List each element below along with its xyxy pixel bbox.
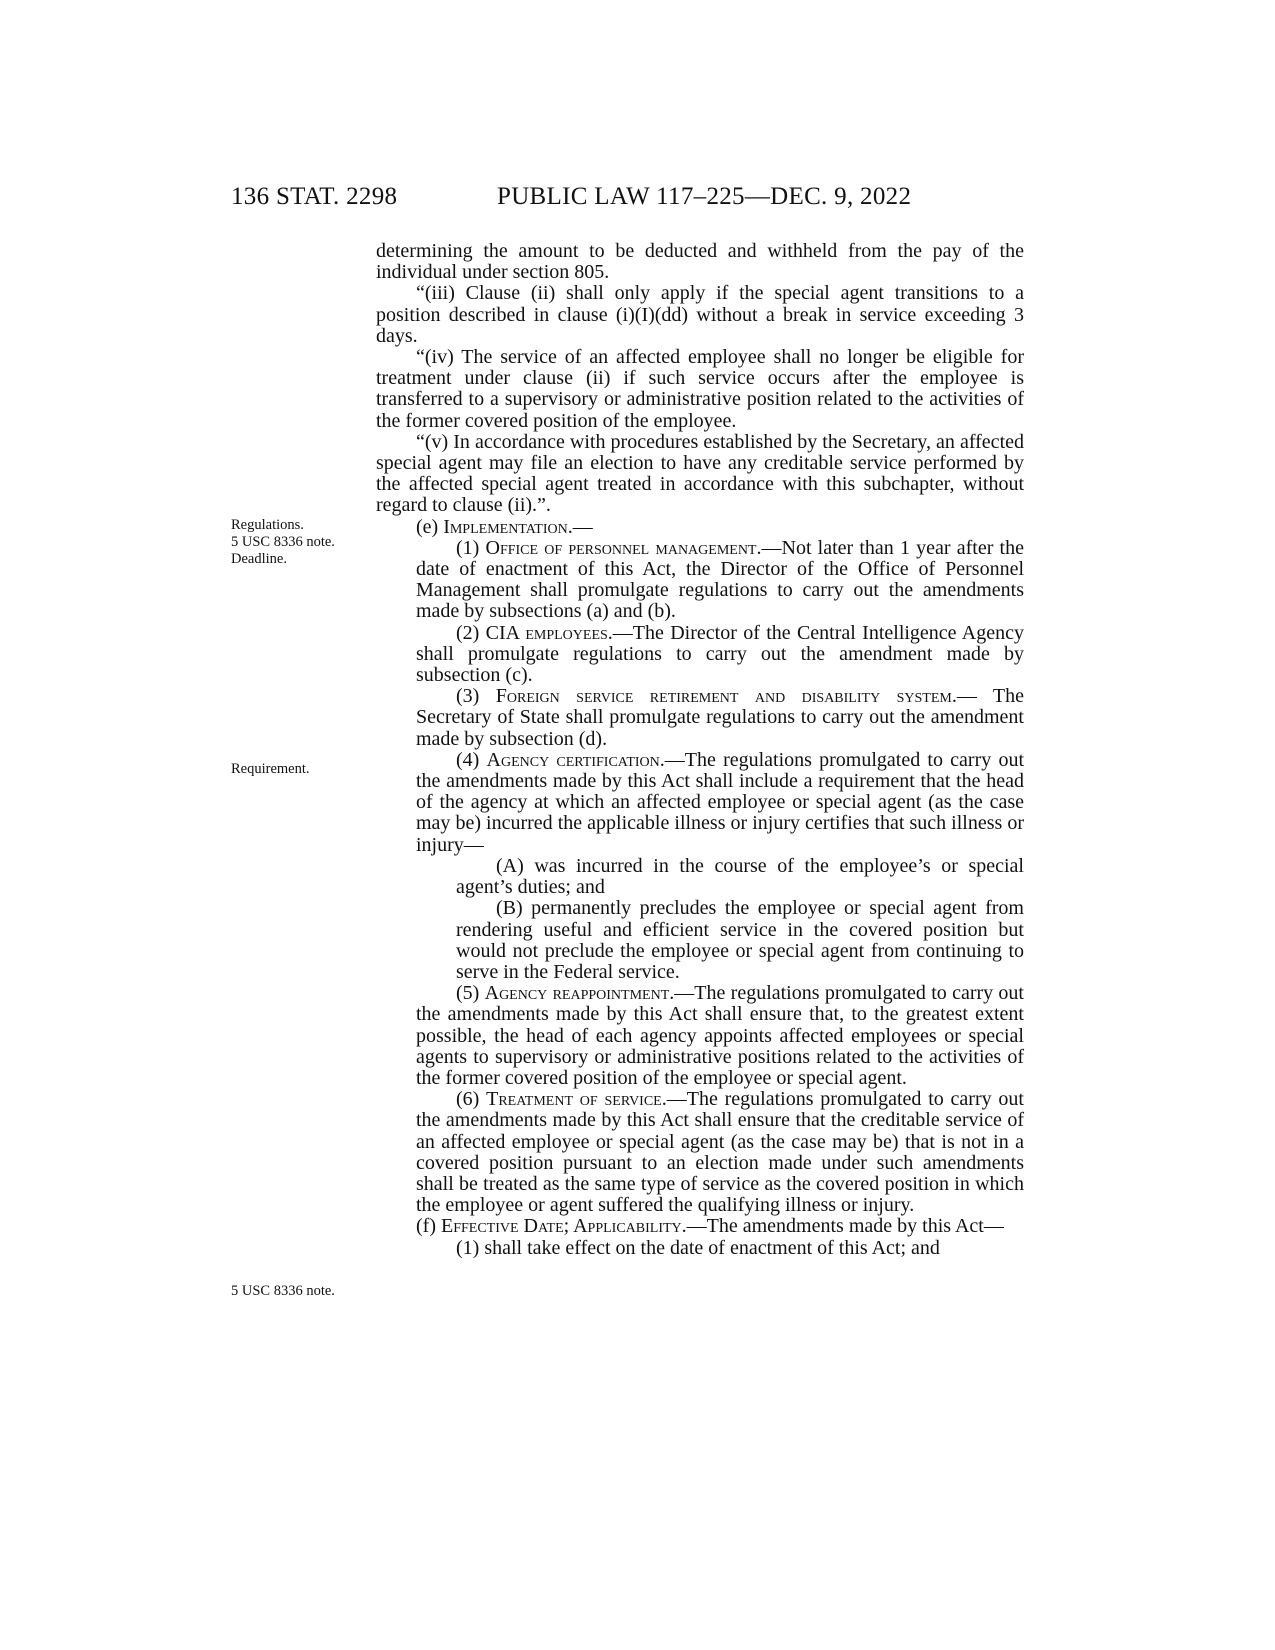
paragraph-f1: (1) shall take effect on the date of enactment of this Act; and xyxy=(456,1236,940,1259)
paragraph-e3-label: (3) xyxy=(456,685,496,708)
paragraph-e3-text: .— The Secretary of State shall promulgate regulations to carry out the amendment made by subsection (d). xyxy=(416,685,1024,750)
subsection-f-text: .—The amendments made by this Act— xyxy=(681,1215,1004,1238)
paragraph-e6-treatment xyxy=(376,1089,1024,1216)
statute-body xyxy=(376,241,1024,1259)
paragraph-e3-heading: Foreign service retirement and disability system xyxy=(495,685,952,708)
paragraph-e4-label: (4) xyxy=(456,748,487,771)
subsection-f-effective-date xyxy=(376,1216,1024,1237)
paragraph-e1-heading: Office of personnel management xyxy=(485,536,757,559)
paragraph-e5-heading: Agency reappointment xyxy=(484,982,670,1005)
paragraph-continuation: determining the amount to be deducted and withheld from the pay of the individual under section 805. xyxy=(376,240,1024,284)
paragraph-e2-label: (2) CIA xyxy=(456,621,526,644)
subparagraph-e4-a: (A) was incurred in the course of the employee’s or special agent’s duties; and xyxy=(456,854,1024,899)
paragraph-e1-text: .—Not later than 1 year after the date of enactment of this Act, the Director of the Office of Personnel Management shall promulgate regulations to carry out the amendments made by subsections (a) and (b). xyxy=(416,536,1024,623)
subparagraph-e4-b: (B) permanently precludes the employee or special agent from rendering useful and efficient service in the covered position but would not preclude the employee or special agent from continuing to serve in the Federal service. xyxy=(456,897,1024,983)
clause-v: “(v) In accordance with procedures established by the Secretary, an affected special agent may file an election to have any creditable service performed by the affected special agent treated in accordance with this subchapter, without regard to clause (ii).”. xyxy=(376,430,1024,517)
subsection-e-label: (e) xyxy=(416,515,444,538)
paragraph-e6-label: (6) xyxy=(456,1088,487,1111)
subsection-e-heading: Implementation xyxy=(443,515,568,538)
subsection-e-dash: .— xyxy=(567,515,593,538)
subsection-e-implementation xyxy=(376,517,1024,538)
margin-note-regulations: Regulations. xyxy=(231,517,304,533)
paragraph-e6-heading: Treatment of service xyxy=(486,1088,662,1111)
paragraph-e2-text: .—The Director of the Central Intelligence Agency shall promulgate regulations to carry out the amendment made by subsection (c). xyxy=(416,621,1024,687)
paragraph-e2-heading: employees xyxy=(525,621,608,644)
paragraph-e1-label: (1) xyxy=(456,536,486,559)
paragraph-e1-opm xyxy=(376,538,1024,623)
paragraph-e5-reappointment xyxy=(376,983,1024,1089)
clause-iii: “(iii) Clause (ii) shall only apply if the special agent transitions to a position described in clause (i)(I)(dd) without a break in service exceeding 3 days. xyxy=(376,282,1024,347)
subsection-f-heading: Effective Date; Applicability xyxy=(440,1215,682,1238)
margin-note-implementation xyxy=(231,517,371,568)
paragraph-e3-foreign-service xyxy=(376,686,1024,750)
public-law-header: PUBLIC LAW 117–225—DEC. 9, 2022 xyxy=(497,183,912,210)
paragraph-e4-certification xyxy=(376,750,1024,856)
margin-note-effective-date: 5 USC 8336 note. xyxy=(231,1283,335,1299)
margin-note-usc: 5 USC 8336 note. xyxy=(231,534,335,550)
paragraph-e5-text: .—The regulations promulgated to carry out the amendments made by this Act shall ensure that, to the greatest extent possible, the head of each agency appoints affected employees or special agents to supervisory or administrative positions related to the activities of the former covered position of the employee or special agent. xyxy=(416,982,1024,1089)
margin-note-requirement: Requirement. xyxy=(231,761,310,777)
subsection-f-label: (f) xyxy=(416,1215,441,1238)
margin-note-deadline: Deadline. xyxy=(231,551,287,567)
paragraph-e4-heading: Agency certification xyxy=(486,748,660,771)
paragraph-e5-label: (5) xyxy=(456,982,485,1005)
statute-page-number: 136 STAT. 2298 xyxy=(231,183,398,210)
paragraph-e6-text: .—The regulations promulgated to carry out the amendments made by this Act shall ensure that the creditable service of an affected employee or special agent (as the case may be) that is not in a covered position pursuant to an election made under such amendments shall be treated as the same type of service as the covered position in which the employee or agent suffered the qualifying illness or injury. xyxy=(416,1088,1024,1217)
paragraph-e4-text: .—The regulations promulgated to carry out the amendments made by this Act shall include a requirement that the head of the agency at which an affected employee or special agent (as the case may be) incurred the applicable illness or injury certifies that such illness or injury— xyxy=(416,748,1025,856)
paragraph-e2-cia xyxy=(376,623,1024,687)
clause-iv: “(iv) The service of an affected employee shall no longer be eligible for treatment under clause (ii) if such service occurs after the employee is transferred to a supervisory or administrative position related to the activities of the former covered position of the employee. xyxy=(376,346,1024,432)
